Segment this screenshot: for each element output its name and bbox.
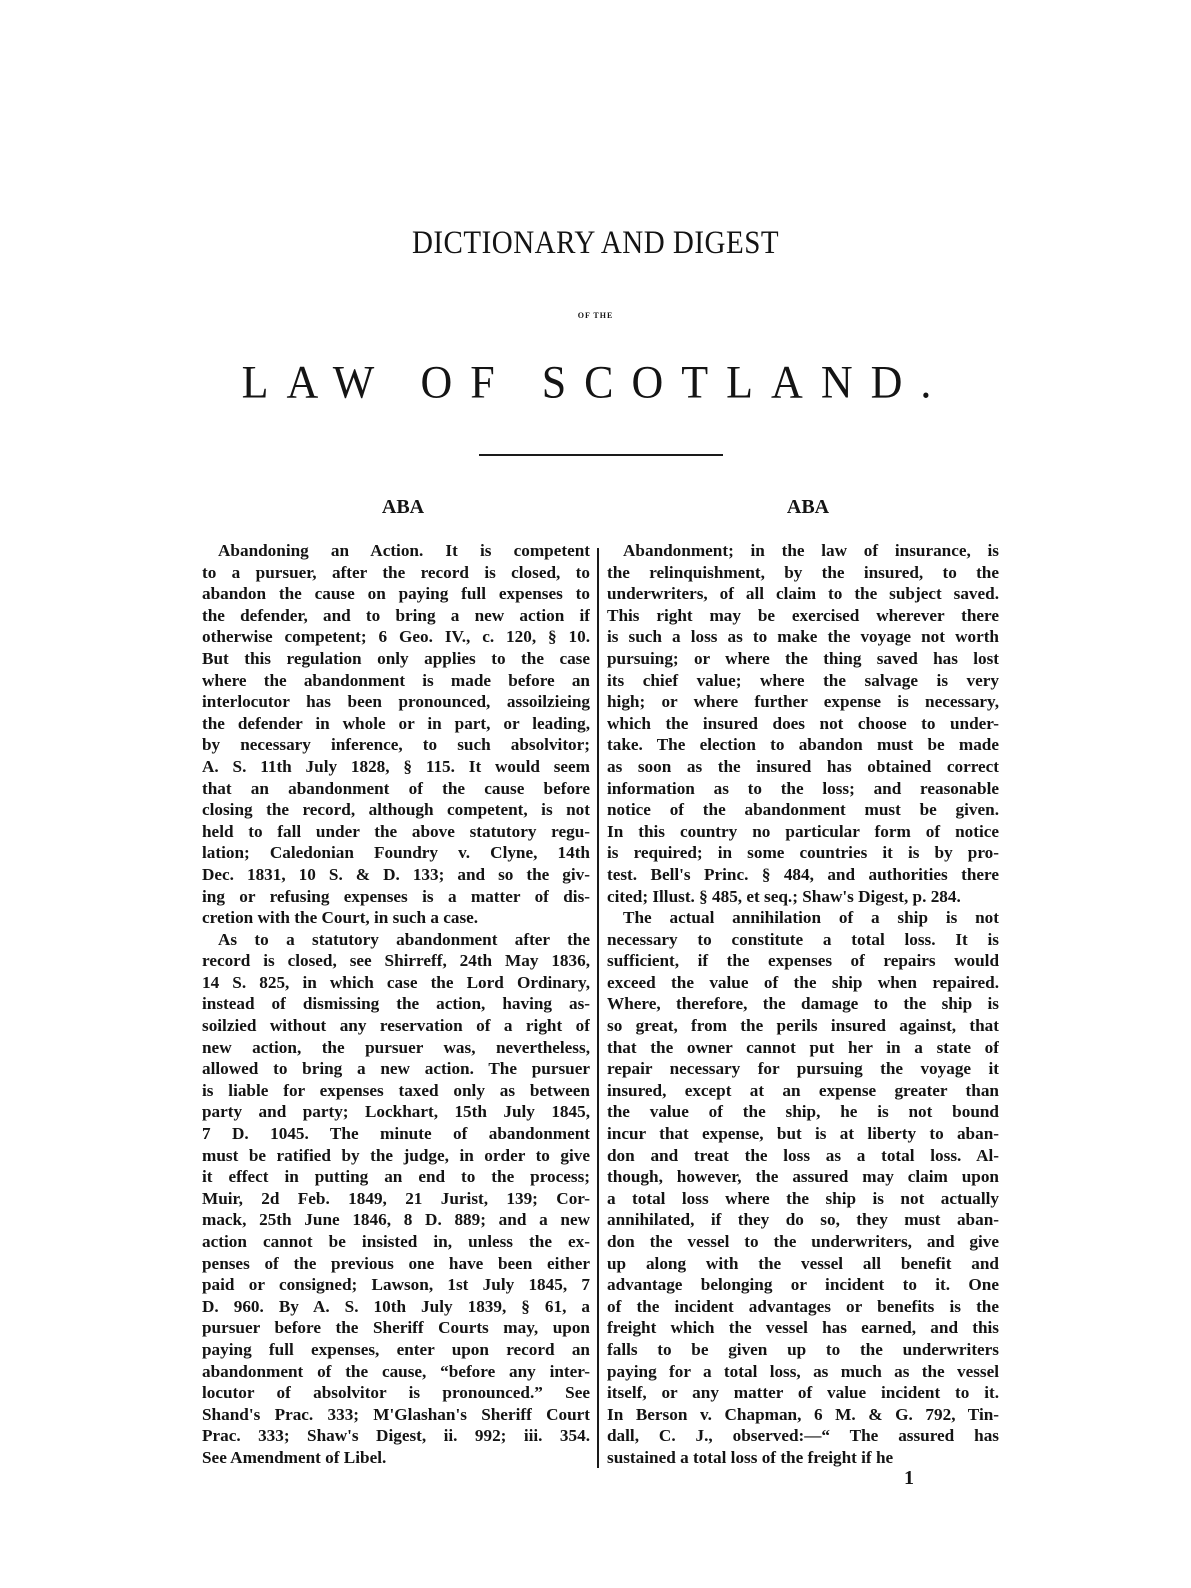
text-line: soilzied without any reservation of a right of bbox=[202, 1016, 590, 1036]
text-line: sufficient, if the expenses of repairs would bbox=[607, 951, 999, 971]
text-line: 14 S. 825, in which case the Lord Ordinary, bbox=[202, 972, 590, 992]
text-line: paying full expenses, enter upon record an bbox=[202, 1339, 590, 1359]
text-line: closing the record, although competent, is not bbox=[202, 800, 590, 820]
text-line: In Berson v. Chapman, 6 M. & G. 792, Tin- bbox=[607, 1404, 999, 1424]
text-line: This right may be exercised wherever there bbox=[607, 605, 999, 625]
text-line: is required; in some countries it is by pro- bbox=[607, 843, 999, 863]
text-line: falls to be given up to the underwriters bbox=[607, 1339, 999, 1359]
text-line: the defender, and to bring a new action if bbox=[202, 605, 590, 625]
text-line: otherwise competent; 6 Geo. IV., c. 120, § 10. bbox=[202, 627, 590, 647]
text-line: freight which the vessel has earned, and this bbox=[607, 1318, 999, 1338]
text-line: Muir, 2d Feb. 1849, 21 Jurist, 139; Cor- bbox=[202, 1188, 590, 1208]
text-line: allowed to bring a new action. The pursuer bbox=[202, 1059, 590, 1079]
text-line: 7 D. 1045. The minute of abandonment bbox=[202, 1124, 590, 1144]
text-line: A. S. 11th July 1828, § 115. It would seem bbox=[202, 756, 590, 776]
text-line: abandon the cause on paying full expenses to bbox=[202, 584, 590, 604]
text-line: it effect in putting an end to the process; bbox=[202, 1167, 590, 1187]
running-head-left: ABA bbox=[381, 496, 425, 518]
text-line: notice of the abandonment must be given. bbox=[607, 800, 999, 820]
text-line: D. 960. By A. S. 10th July 1839, § 61, a bbox=[202, 1296, 590, 1316]
text-line: mack, 25th June 1846, 8 D. 889; and a new bbox=[202, 1210, 590, 1230]
text-line: necessary to constitute a total loss. It is bbox=[607, 929, 999, 949]
text-line: record is closed, see Shirreff, 24th May 1836, bbox=[202, 951, 590, 971]
text-line: though, however, the assured may claim upon bbox=[607, 1167, 999, 1187]
text-line: that the owner cannot put her in a state of bbox=[607, 1037, 999, 1057]
text-line: the value of the ship, he is not bound bbox=[607, 1102, 999, 1122]
text-line: repair necessary for pursuing the voyage it bbox=[607, 1059, 999, 1079]
text-line: that an abandonment of the cause before bbox=[202, 778, 590, 798]
title-of-the: OF THE bbox=[577, 311, 614, 320]
text-line: is such a loss as to make the voyage not worth bbox=[607, 627, 999, 647]
text-line: party and party; Lockhart, 15th July 1845, bbox=[202, 1102, 590, 1122]
text-line: so great, from the perils insured against, that bbox=[607, 1016, 999, 1036]
text-line: sustained a total loss of the freight if he bbox=[607, 1447, 894, 1467]
text-line: of the incident advantages or benefits is the bbox=[607, 1296, 999, 1316]
text-line: new action, the pursuer was, nevertheless, bbox=[202, 1037, 590, 1057]
title-rule bbox=[479, 454, 723, 456]
text-line: cretion with the Court, in such a case. bbox=[202, 908, 479, 928]
text-line: insured, except at an expense greater than bbox=[607, 1080, 999, 1100]
text-line: the relinquishment, by the insured, to the bbox=[607, 562, 999, 582]
text-line: must be ratified by the judge, in order to give bbox=[202, 1145, 590, 1165]
text-line: instead of dismissing the action, having as- bbox=[202, 994, 590, 1014]
text-line: Where, therefore, the damage to the ship is bbox=[607, 994, 999, 1014]
text-line: As to a statutory abandonment after the bbox=[218, 929, 590, 949]
text-line: as soon as the insured has obtained correct bbox=[607, 756, 999, 776]
text-line: up along with the vessel all benefit and bbox=[607, 1253, 999, 1273]
text-line: Dec. 1831, 10 S. & D. 133; and so the giv- bbox=[202, 864, 590, 884]
text-line: annihilated, if they do so, they must aban- bbox=[607, 1210, 999, 1230]
text-line: paying for a total loss, as much as the vessel bbox=[607, 1361, 999, 1381]
left-column bbox=[202, 540, 590, 1469]
text-line: to a pursuer, after the record is closed, to bbox=[202, 562, 590, 582]
text-line: Prac. 333; Shaw's Digest, ii. 992; iii. 354. bbox=[202, 1426, 590, 1446]
text-line: don the vessel to the underwriters, and give bbox=[607, 1232, 999, 1251]
text-line: information as to the loss; and reasonable bbox=[607, 778, 999, 798]
text-line: advantage belonging or incident to it. One bbox=[607, 1275, 999, 1295]
column-divider bbox=[597, 548, 599, 1468]
text-line: take. The election to abandon must be made bbox=[607, 735, 999, 755]
text-line: exceed the value of the ship when repaired. bbox=[607, 972, 999, 992]
title-law-of-scotland: LAW OF SCOTLAND. bbox=[241, 356, 950, 409]
text-line: In this country no particular form of notice bbox=[607, 821, 999, 841]
text-line: underwriters, of all claim to the subject saved. bbox=[607, 584, 999, 604]
text-line: the defender in whole or in part, or leading, bbox=[202, 713, 590, 733]
text-line: paid or consigned; Lawson, 1st July 1845, 7 bbox=[202, 1275, 590, 1295]
text-line: pursuer before the Sheriff Courts may, upon bbox=[202, 1318, 590, 1338]
text-line: See Amendment of Libel. bbox=[202, 1447, 387, 1467]
text-line: ing or refusing expenses is a matter of dis- bbox=[202, 886, 590, 906]
text-line: action cannot be insisted in, unless the ex- bbox=[202, 1232, 590, 1251]
right-column bbox=[607, 540, 999, 1469]
text-line: high; or where further expense is necessary, bbox=[607, 692, 999, 712]
text-line: lation; Caledonian Foundry v. Clyne, 14th bbox=[202, 843, 590, 863]
text-line: where the abandonment is made before an bbox=[202, 670, 590, 690]
text-line: dall, C. J., observed:—“ The assured has bbox=[607, 1426, 999, 1446]
text-line: interlocutor has been pronounced, assoilzieing bbox=[202, 692, 590, 712]
text-line: But this regulation only applies to the case bbox=[202, 648, 590, 668]
text-line: a total loss where the ship is not actually bbox=[607, 1188, 999, 1208]
text-line: is liable for expenses taxed only as between bbox=[202, 1080, 590, 1100]
text-line: pursuing; or where the thing saved has lost bbox=[607, 648, 999, 668]
text-line: which the insured does not choose to under- bbox=[607, 713, 999, 733]
text-line: penses of the previous one have been either bbox=[202, 1253, 590, 1273]
text-line: locutor of absolvitor is pronounced.” See bbox=[202, 1383, 590, 1403]
text-line: Shand's Prac. 333; M'Glashan's Sheriff Court bbox=[202, 1404, 590, 1424]
text-line: The actual annihilation of a ship is not bbox=[623, 908, 999, 928]
text-line: held to fall under the above statutory regu- bbox=[202, 821, 590, 841]
running-head-right: ABA bbox=[786, 496, 830, 518]
text-line: don and treat the loss as a total loss. Al- bbox=[607, 1145, 999, 1165]
text-line: Abandoning an Action. It is competent bbox=[218, 541, 590, 560]
text-line: by necessary inference, to such absolvitor; bbox=[202, 735, 590, 755]
text-line: itself, or any matter of value incident to it. bbox=[607, 1383, 999, 1403]
text-line: incur that expense, but is at liberty to aban- bbox=[607, 1124, 999, 1144]
text-line: Abandonment; in the law of insurance, is bbox=[623, 541, 999, 560]
text-line: its chief value; where the salvage is very bbox=[607, 670, 999, 690]
text-line: cited; Illust. § 485, et seq.; Shaw's Digest, p. 284. bbox=[607, 886, 961, 906]
text-line: test. Bell's Princ. § 484, and authorities there bbox=[607, 864, 999, 884]
text-line: abandonment of the cause, “before any inter- bbox=[202, 1361, 590, 1381]
title-dictionary-and-digest: DICTIONARY AND DIGEST bbox=[411, 225, 780, 261]
page-number: 1 bbox=[904, 1467, 914, 1489]
